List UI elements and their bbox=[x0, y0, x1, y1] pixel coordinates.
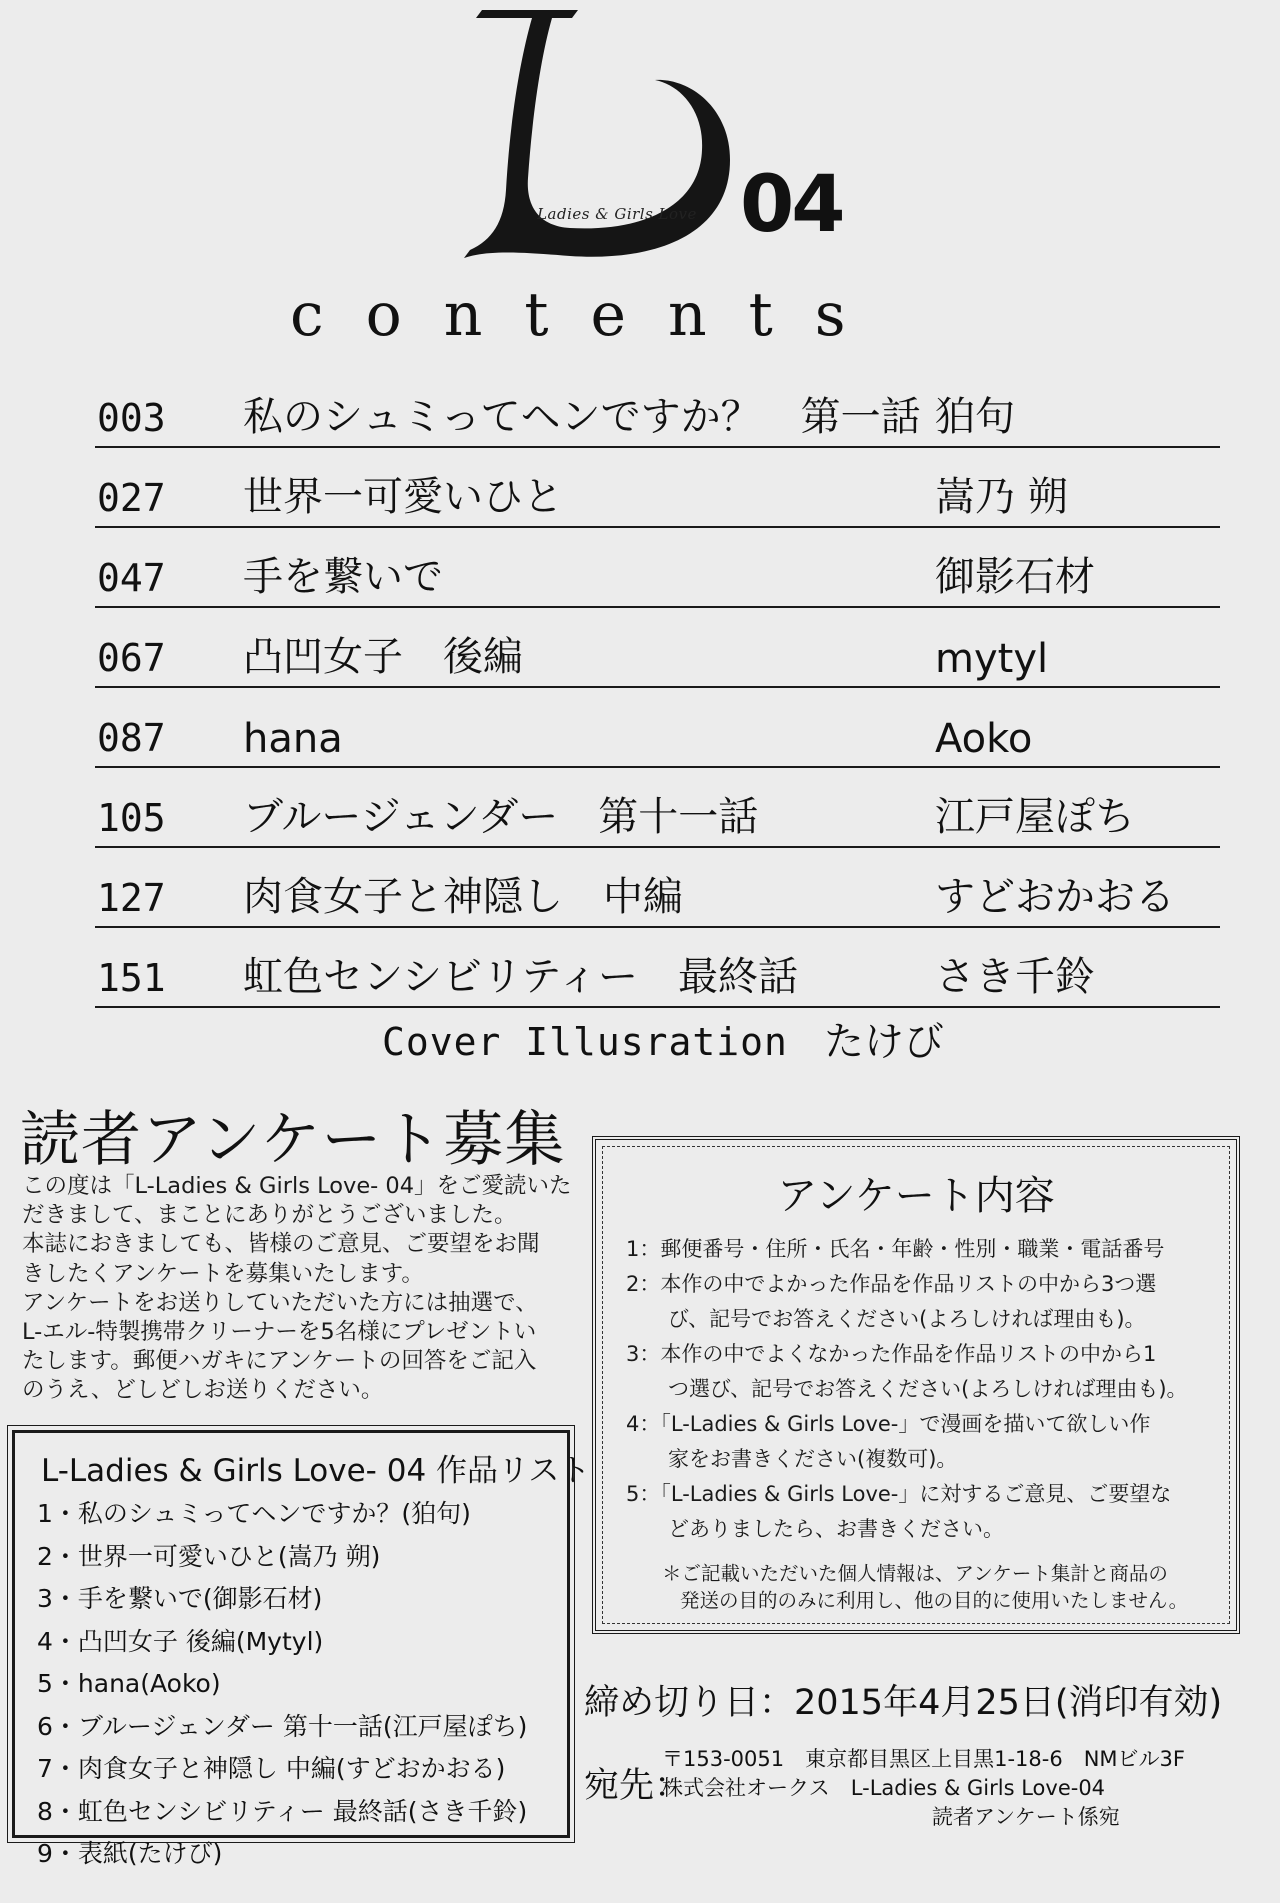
deadline: 締め切り日：2015年4月25日(消印有効) bbox=[584, 1683, 1223, 1723]
logo-subtitle: Ladies & Girls Love bbox=[537, 205, 697, 223]
questionnaire-item bbox=[626, 1267, 1188, 1337]
toc-page-number: 127 bbox=[97, 876, 166, 920]
survey-intro-line: たします。郵便ハガキにアンケートの回答をご記入 bbox=[22, 1348, 537, 1375]
address-line: 読者アンケート係宛 bbox=[932, 1805, 1120, 1829]
survey-intro-line: きしたくアンケートを募集いたします。 bbox=[22, 1260, 424, 1287]
toc-row bbox=[95, 528, 1220, 608]
works-list-box bbox=[12, 1430, 591, 1868]
toc-author: Aoko bbox=[935, 716, 1033, 762]
toc-author: 狛句 bbox=[935, 394, 1015, 440]
works-list-item: 5・hana(Aoko) bbox=[37, 1669, 221, 1698]
survey-intro-line: L-エル-特製携帯クリーナーを5名様にプレゼントい bbox=[22, 1319, 537, 1346]
issue-number: 04 bbox=[740, 160, 843, 250]
toc-row bbox=[95, 688, 1220, 768]
toc-row bbox=[95, 368, 1220, 448]
toc-story-title: 虹色センシビリティー 最終話 bbox=[243, 954, 798, 1000]
toc-row bbox=[95, 608, 1220, 688]
questionnaire-item bbox=[626, 1232, 1188, 1267]
survey-intro-line: アンケートをお送りしていただいた方には抽選で、 bbox=[22, 1289, 538, 1316]
cover-credit-label: Cover Illusration bbox=[382, 1020, 788, 1064]
toc-story-title: 凸凹女子 後編 bbox=[243, 634, 523, 680]
questionnaire-item-continuation: び、記号でお答えください(よろしければ理由も)。 bbox=[668, 1307, 1146, 1331]
questionnaire-item-continuation: どありましたら、お書きください。 bbox=[668, 1517, 1004, 1541]
toc-page-number: 105 bbox=[97, 796, 166, 840]
toc-author: さき千鈴 bbox=[935, 954, 1095, 1000]
toc-page-number: 151 bbox=[97, 956, 166, 1000]
toc-author: すどおかおる bbox=[935, 874, 1175, 920]
privacy-note bbox=[662, 1560, 1222, 1614]
questionnaire-item bbox=[626, 1477, 1188, 1547]
questionnaire-item-text: 1：郵便番号・住所・氏名・年齢・性別・職業・電話番号 bbox=[626, 1237, 1165, 1261]
questionnaire-box bbox=[592, 1136, 1240, 1634]
toc-row bbox=[95, 768, 1220, 848]
works-list-item: 6・ブルージェンダー 第十一話(江戸屋ぽち) bbox=[37, 1711, 528, 1741]
toc-page-number: 003 bbox=[97, 396, 166, 440]
address-line: 〒153-0051 東京都目黒区上目黒1-18-6 NMビル3F bbox=[662, 1747, 1185, 1771]
works-list-item: 9・表紙(たけび) bbox=[37, 1839, 223, 1868]
address-label: 宛先： bbox=[584, 1766, 690, 1806]
toc-row bbox=[95, 448, 1220, 528]
toc-page-number: 087 bbox=[97, 716, 166, 760]
toc-story-title: 手を繋いで bbox=[243, 554, 443, 600]
works-list bbox=[37, 1493, 527, 1876]
address-line: 株式会社オークス L-Ladies & Girls Love-04 bbox=[662, 1776, 1106, 1800]
toc-author: 嵩乃 朔 bbox=[935, 474, 1068, 520]
survey-intro-line: のうえ、どしどしお送りください。 bbox=[22, 1377, 384, 1404]
toc-story-title: ブルージェンダー 第十一話 bbox=[243, 794, 759, 840]
works-list-item: 4・凸凹女子 後編(Mytyl) bbox=[37, 1626, 324, 1656]
survey-intro-line: この度は「L-Ladies & Girls Love- 04」をご愛読いた bbox=[22, 1173, 572, 1199]
toc-row bbox=[95, 848, 1220, 928]
works-list-item: 3・手を繋いで(御影石材) bbox=[37, 1584, 323, 1613]
survey-intro bbox=[22, 1172, 582, 1406]
cover-credit-artist: たけび bbox=[823, 1019, 944, 1065]
survey-title: 読者アンケート募集 bbox=[20, 1105, 566, 1175]
cover-credit bbox=[382, 1010, 944, 1067]
toc-page-number: 027 bbox=[97, 476, 166, 520]
works-list-title: L-Ladies & Girls Love- 04 作品リスト bbox=[41, 1453, 591, 1489]
toc-author: 江戸屋ぽち bbox=[935, 794, 1135, 840]
questionnaire-item-text: 3：本作の中でよくなかった作品を作品リストの中から1 bbox=[626, 1342, 1157, 1366]
works-list-item: 7・肉食女子と神隠し 中編(すどおかおる) bbox=[37, 1754, 506, 1783]
toc-page-number: 047 bbox=[97, 556, 166, 600]
survey-intro-line: だきまして、まことにありがとうございました。 bbox=[22, 1202, 517, 1229]
works-list-item: 8・虹色センシビリティー 最終話(さき千鈴) bbox=[37, 1796, 528, 1826]
works-list-item: 1・私のシュミってヘンですか？(狛句) bbox=[37, 1499, 471, 1528]
questionnaire-item-text: 4：「L-Ladies & Girls Love-」で漫画を描いて欲しい作 bbox=[626, 1412, 1151, 1436]
questionnaire-title: アンケート内容 bbox=[777, 1173, 1055, 1219]
survey-intro-line: 本誌におきましても、皆様のご意見、ご要望をお聞 bbox=[22, 1231, 540, 1258]
questionnaire-item-text: 5：「L-Ladies & Girls Love-」に対するご意見、ご要望な bbox=[626, 1482, 1172, 1506]
mailing-address bbox=[662, 1745, 1185, 1832]
works-list-item: 2・世界一可愛いひと(嵩乃 朔) bbox=[37, 1541, 381, 1571]
magazine-logo bbox=[440, 0, 860, 275]
questionnaire-item-text: 2：本作の中でよかった作品を作品リストの中から3つ選 bbox=[626, 1272, 1157, 1296]
questionnaire-item-continuation: 家をお書きください(複数可)。 bbox=[668, 1447, 958, 1471]
toc-story-title: 肉食女子と神隠し 中編 bbox=[243, 874, 683, 920]
toc-page-number: 067 bbox=[97, 636, 166, 680]
questionnaire-list bbox=[626, 1232, 1188, 1547]
toc-author: mytyl bbox=[935, 636, 1049, 682]
toc-row bbox=[95, 928, 1220, 1008]
questionnaire-item bbox=[626, 1337, 1188, 1407]
questionnaire-item-continuation: つ選び、記号でお答えください(よろしければ理由も)。 bbox=[668, 1377, 1188, 1401]
table-of-contents bbox=[95, 368, 1220, 1008]
toc-author: 御影石材 bbox=[935, 554, 1095, 600]
toc-story-title: 私のシュミってヘンですか？ 第一話 bbox=[243, 394, 921, 440]
privacy-note-line: ＊ご記載いただいた個人情報は、アンケート集計と商品の bbox=[662, 1562, 1168, 1585]
questionnaire-item bbox=[626, 1407, 1188, 1477]
toc-story-title: hana bbox=[243, 716, 343, 762]
contents-heading: contents bbox=[290, 280, 888, 350]
toc-story-title: 世界一可愛いひと bbox=[243, 474, 563, 520]
privacy-note-line: 発送の目的のみに利用し、他の目的に使用いたしません。 bbox=[680, 1589, 1189, 1612]
